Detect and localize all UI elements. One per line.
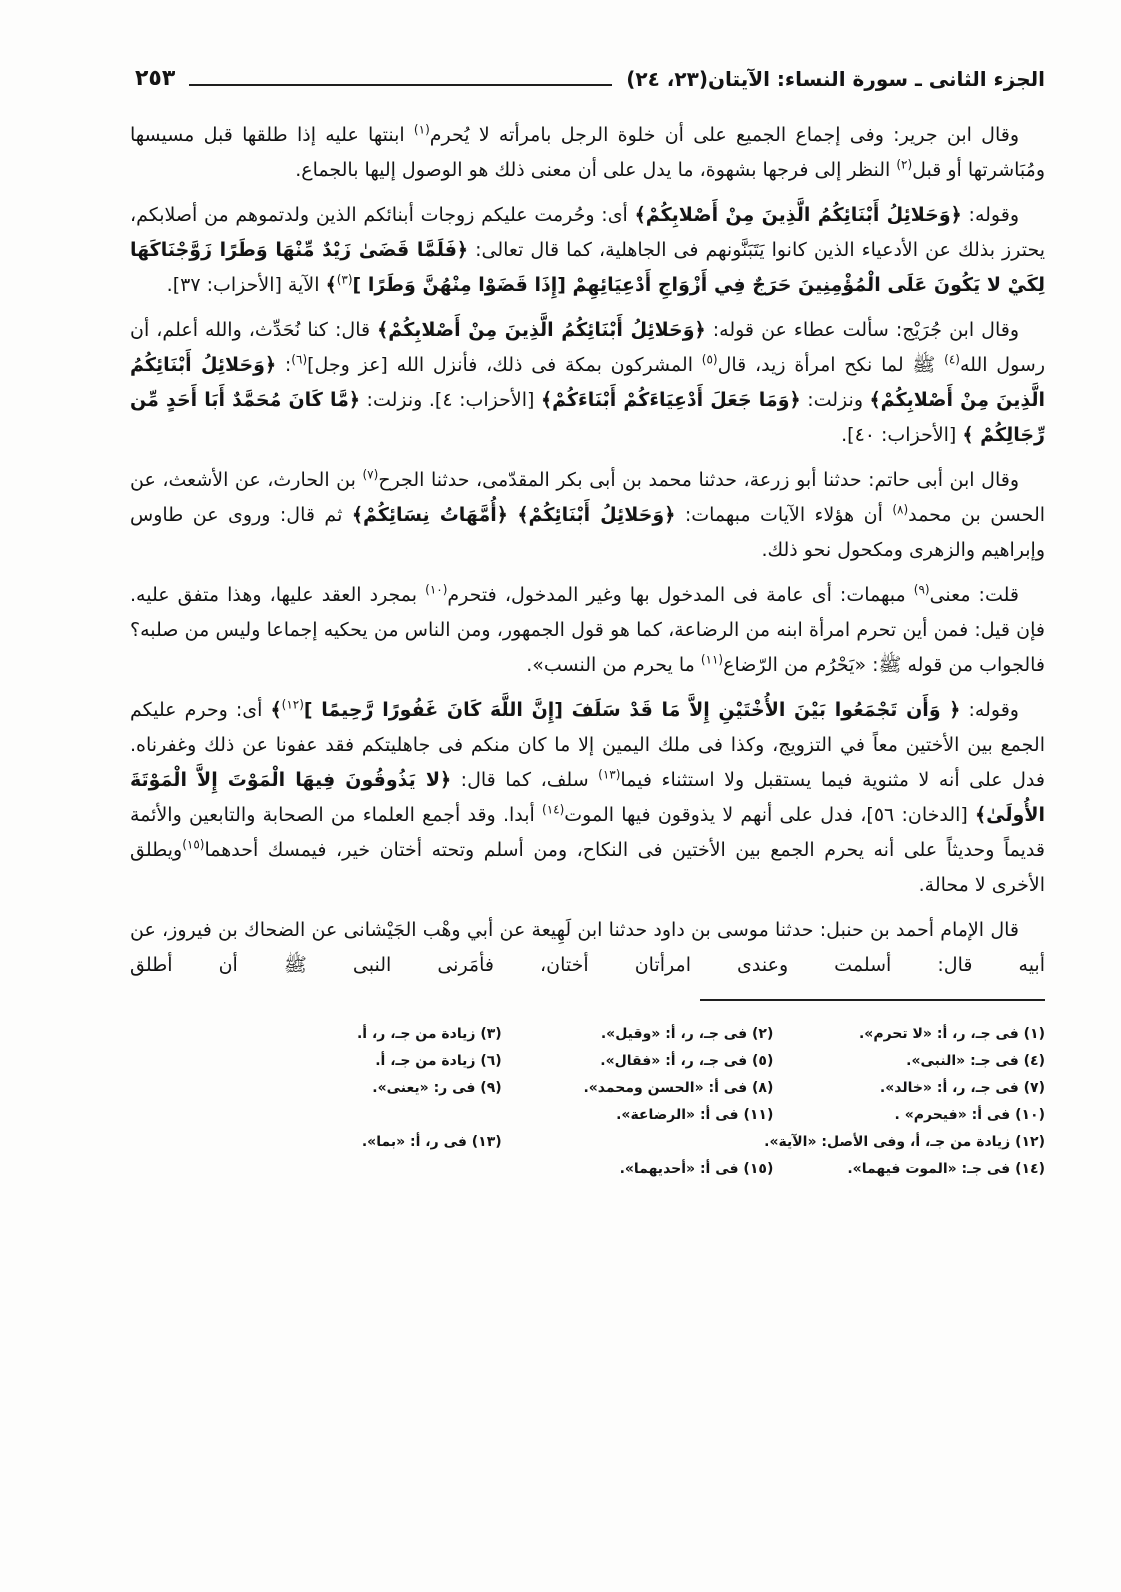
footnote: (١٢) زيادة من جـ، أ، وفى الأصل: «الآية». <box>764 1134 1045 1150</box>
body-text <box>130 118 1045 983</box>
footnote-ref: (١٣) <box>598 767 621 782</box>
footnote-ref: (١) <box>413 122 430 137</box>
header-title: الجزء الثانى ـ سورة النساء: الآيتان(٢٣، ٢٤) <box>626 67 1045 91</box>
footnote: (٨) فى أ: «الحسن ومحمد». <box>583 1080 774 1096</box>
footnote-ref: (٧) <box>362 467 379 482</box>
text-run: وقال ابن جُرَيْج: سألت عطاء عن قوله: <box>705 319 1020 341</box>
footnote-ref: (٨) <box>892 502 909 517</box>
paragraph <box>130 313 1045 453</box>
text-run: وقال ابن جرير: وفى إجماع الجميع على أن خلوة الرجل بامرأته لا يُحرم <box>429 124 1020 146</box>
footnote-ref: (٦) <box>291 352 308 367</box>
quran-quote: ﴿وَحَلائِلُ أَبْنَائِكُمُ الَّذِينَ مِنْ أَصْلابِكُمْ﴾ <box>634 204 962 226</box>
text-run: ثم قال: وروى عن طاوس وإبراهيم والزهرى ومكحول نحو ذلك. <box>130 504 1045 561</box>
text-run: المشركون بمكة فى ذلك، فأنزل الله [عز وجل] <box>307 354 702 376</box>
paragraph <box>130 578 1045 683</box>
footnote-ref: (١٢) <box>281 697 304 712</box>
footnote: (١١) فى أ: «الرضاعة». <box>616 1107 774 1123</box>
footnote-ref: (١٠) <box>425 582 448 597</box>
text-run: بمجرد العقد عليها، وهذا متفق عليه. فإن قيل: فمن أين تحرم امرأة ابنه من الرضاعة، كما هو قول الجمهور، ومن الناس من يحكيه إجماعا وليس من صلبه؟ فالجواب من قوله ﷺ: «يَحْرُم من الرّضاع <box>130 584 1045 676</box>
text-run: ونزلت: <box>800 389 870 411</box>
text-run: بن الحارث، عن الأشعث، عن الحسن بن محمد <box>130 469 1046 526</box>
footnotes <box>230 1021 1045 1183</box>
footnote: (١٠) فى أ: «فيحرم» . <box>894 1107 1045 1123</box>
text-run: ابنتها عليه إذا طلقها قبل مسيسها ومُبَاشرتها أو قبل <box>130 124 1045 181</box>
text-run: قال الإمام أحمد بن حنبل: حدثنا موسى بن داود حدثنا ابن لَهِيعة عن أبي وهْب الجَيْشانى عن الضحاك بن فيروز، عن أبيه قال: أسلمت وعندى امرأتان أختان، فأمَرنى النبى ﷺ أن أطلق <box>130 919 1045 976</box>
text-run: الآية [الأحزاب: ٣٧]. <box>166 274 326 296</box>
footnote-ref: (١٥) <box>182 837 205 852</box>
quran-quote: ﴿ وَأَن تَجْمَعُوا بَيْنَ الأُخْتَيْنِ إِلاَّ مَا قَدْ سَلَفَ [إِنَّ اللَّهَ كَانَ غَفُورًا رَّحِيمًا ] <box>303 699 961 721</box>
footnote: (١) فى جـ، ر، أ: «لا تحرم». <box>858 1026 1045 1042</box>
footnote-ref: (١١) <box>700 652 724 667</box>
text-run: وقوله: <box>960 699 1019 721</box>
quran-quote: ﴾ <box>270 699 282 721</box>
footnote-ref: (٥) <box>701 352 718 367</box>
header-rule <box>189 84 612 86</box>
text-run: [الأحزاب: ٤]. ونزلت: <box>360 389 541 411</box>
text-run: أى: وحُرمت عليكم زوجات أبنائكم الذين ولدتموهم من أصلابكم، يحترز بذلك عن الأدعياء الذين كانوا يَتَبَنَّونهم فى الجاهلية، كما قال تعالى: <box>130 204 1045 261</box>
paragraph <box>130 913 1045 983</box>
text-run: [الأحزاب: ٤٠]. <box>841 424 963 446</box>
quran-quote: ﴿وَمَا جَعَلَ أَدْعِيَاءَكُمْ أَبْنَاءَكُمْ﴾ <box>540 389 801 411</box>
main-text-block <box>130 118 1045 1183</box>
text-run: ما يحرم من النسب». <box>526 654 701 676</box>
footnote: (١٥) فى أ: «أحديهما». <box>619 1161 774 1177</box>
footnote: (٩) فى ر: «يعنى». <box>372 1080 502 1096</box>
footnote: (٤) فى جـ: «النبى». <box>906 1053 1045 1069</box>
text-run: [الدخان: ٥٦]، فدل على أنهم لا يذوقون فيها الموت <box>564 804 976 826</box>
paragraph <box>130 693 1045 903</box>
quran-quote: ﴿وَحَلائِلُ أَبْنَائِكُمُ الَّذِينَ مِنْ أَصْلابِكُمْ﴾ <box>377 319 706 341</box>
quran-quote: ﴿أُمَّهَاتُ نِسَائِكُمْ﴾ <box>351 504 508 526</box>
running-header <box>135 64 1045 94</box>
page-number: ٢٥٣ <box>135 66 176 91</box>
text-run: قلت: معنى <box>929 584 1019 606</box>
text-run: أبدا. وقد أجمع العلماء من الصحابة والتابعين والأئمة قديماً وحديثاً على أنه يحرم الجمع بين الأختين فى النكاح، ومن أسلم وتحته أختان خير، فيمسك أحدهما <box>130 804 1045 861</box>
text-run: ويطلق الأخرى لا محالة. <box>130 839 1045 896</box>
paragraph <box>130 198 1045 303</box>
quran-quote: ﴾ <box>325 274 337 296</box>
paragraph <box>130 118 1045 188</box>
text-run <box>508 504 517 526</box>
paragraph <box>130 463 1045 568</box>
text-run: مبهمات: أى عامة فى المدخول بها وغير المدخول، فتحرم <box>447 584 914 606</box>
text-run: وقوله: <box>961 204 1019 226</box>
footnote: (٦) زيادة من جـ، أ. <box>375 1053 502 1069</box>
text-run: سلف، كما قال: <box>451 769 599 791</box>
text-run: وقال ابن أبى حاتم: حدثنا أبو زرعة، حدثنا محمد بن أبى بكر المقدّمى، حدثنا الجرح <box>378 469 1019 491</box>
quran-quote: ﴿فَلَمَّا قَضَىٰ زَيْدٌ مِّنْهَا وَطَرًا زَوَّجْنَاكَهَا لِكَيْ لا يَكُونَ عَلَى الْمُؤْمِنِينَ حَرَجٌ فِي أَزْوَاجِ أَدْعِيَائِهِمْ [إِذَا قَضَوْا مِنْهُنَّ وَطَرًا ] <box>130 239 1045 296</box>
quran-quote: ﴿مَّا كَانَ مُحَمَّدٌ أَبَا أَحَدٍ مِّن رِّجَالِكُمْ ﴾ <box>130 389 1045 446</box>
footnote-ref: (٤) <box>944 352 960 367</box>
footnote: (٣) زيادة من جـ، ر، أ. <box>356 1026 502 1042</box>
text-run: النظر إلى فرجها بشهوة، ما يدل على أن معنى ذلك هو الوصول إليها بالجماع. <box>295 159 897 181</box>
footnote: (٧) فى جـ، ر، أ: «خالد». <box>879 1080 1045 1096</box>
text-run: أن هؤلاء الآيات مبهمات: <box>675 504 893 526</box>
footnote-ref: (١٤) <box>542 802 565 817</box>
text-run: أى: وحرم عليكم الجمع بين الأختين معاً في التزويج، وكذا فى ملك اليمين إلا ما كان منكم فى جاهليتكم فقد عفونا عن ذلك وغفرناه. فدل على أنه لا مثنوية فيما يستقبل ولا استثناء فيما <box>130 699 1045 791</box>
footnote: (٥) فى جـ، ر، أ: «فقال». <box>600 1053 774 1069</box>
footnote: (٢) فى جـ، ر، أ: «وقيل». <box>600 1026 774 1042</box>
footnote-ref: (٢) <box>896 157 913 172</box>
footnote: (١٤) فى جـ: «الموت فيهما». <box>847 1161 1045 1177</box>
footnote-ref: (٩) <box>913 582 930 597</box>
quran-quote: ﴿لا يَذُوقُونَ فِيهَا الْمَوْتَ إِلاَّ الْمَوْتَةَ الأُولَىٰ﴾ <box>130 769 1045 826</box>
text-run: قال: كنا نُحَدِّث، والله أعلم، أن رسول الله <box>130 319 1045 376</box>
footnote-ref: (٣) <box>336 272 353 287</box>
text-run: : <box>276 354 292 376</box>
quran-quote: ﴿وَحَلائِلُ أَبْنَائِكُمْ﴾ <box>517 504 676 526</box>
footnote-separator <box>700 999 1045 1001</box>
footnote: (١٣) فى ر، أ: «بما». <box>361 1134 502 1150</box>
quran-quote: ﴿وَحَلائِلُ أَبْنَائِكُمُ الَّذِينَ مِنْ أَصْلابِكُمْ﴾ <box>130 354 1045 411</box>
text-run: ﷺ لما نكح امرأة زيد، قال <box>717 354 945 376</box>
